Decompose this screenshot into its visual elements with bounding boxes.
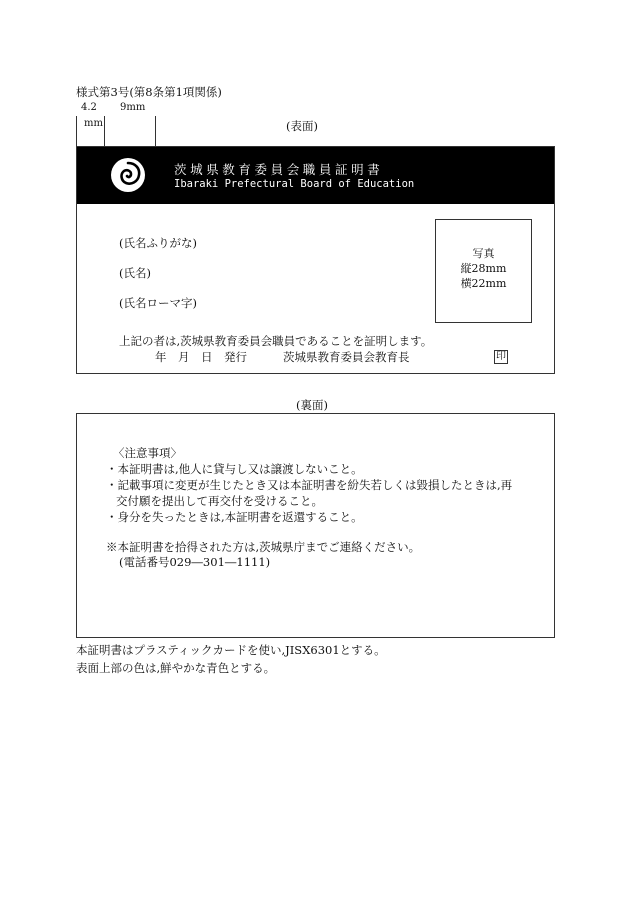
phone-number: (電話番号029―301―1111) xyxy=(119,555,271,569)
dimension-right-value: 9mm xyxy=(120,102,146,113)
photo-placeholder xyxy=(435,219,532,323)
field-name: (氏名) xyxy=(119,266,151,280)
dimension-line-middle xyxy=(104,116,105,146)
ibaraki-emblem-icon xyxy=(110,157,146,193)
notice-item: ・記載事項に変更が生じたとき又は本証明書を紛失若しくは毀損したときは,再 xyxy=(106,478,513,492)
certify-text: 上記の者は,茨城県教育委員会職員であることを証明します。 xyxy=(119,334,433,348)
issue-date: 年 月 日 発行 xyxy=(155,350,247,364)
card-title-en: Ibaraki Prefectural Board of Education xyxy=(174,178,415,190)
notice-heading: 〈注意事項〉 xyxy=(113,446,182,460)
issuer: 茨城県教育委員会教育長 xyxy=(283,350,410,364)
form-label: 様式第3号(第8条第1項関係) xyxy=(76,85,222,99)
photo-label: 写真 xyxy=(472,247,495,260)
dimension-left-unit: mm xyxy=(84,118,103,129)
notice-item-continuation: 交付願を提出して再交付を受けること。 xyxy=(116,494,323,508)
footer-note: 本証明書はプラスティックカードを使い,JISX6301とする。 xyxy=(76,643,386,657)
dimension-left-value: 4.2 xyxy=(81,102,97,113)
photo-height: 縦28mm xyxy=(460,262,507,275)
footer-note: 表面上部の色は,鮮やかな青色とする。 xyxy=(76,661,276,675)
back-card xyxy=(76,413,555,638)
found-notice: ※本証明書を拾得された方は,茨城県庁までご連絡ください。 xyxy=(106,540,421,554)
notice-item: ・身分を失ったときは,本証明書を返還すること。 xyxy=(106,510,363,524)
card-title-jp: 茨城県教育委員会職員証明書 xyxy=(174,162,384,177)
field-name-romaji: (氏名ローマ字) xyxy=(119,296,197,310)
dimension-line-left xyxy=(76,116,77,146)
front-card xyxy=(76,146,555,374)
front-side-label: (表面) xyxy=(286,119,318,133)
card-header xyxy=(77,147,554,204)
field-name-kana: (氏名ふりがな) xyxy=(119,236,197,250)
seal-mark: 印 xyxy=(496,351,506,362)
photo-width: 横22mm xyxy=(460,277,507,290)
dimension-line-right xyxy=(155,116,156,146)
back-side-label: (裏面) xyxy=(296,398,328,412)
notice-item: ・本証明書は,他人に貸与し又は譲渡しないこと。 xyxy=(106,462,363,476)
